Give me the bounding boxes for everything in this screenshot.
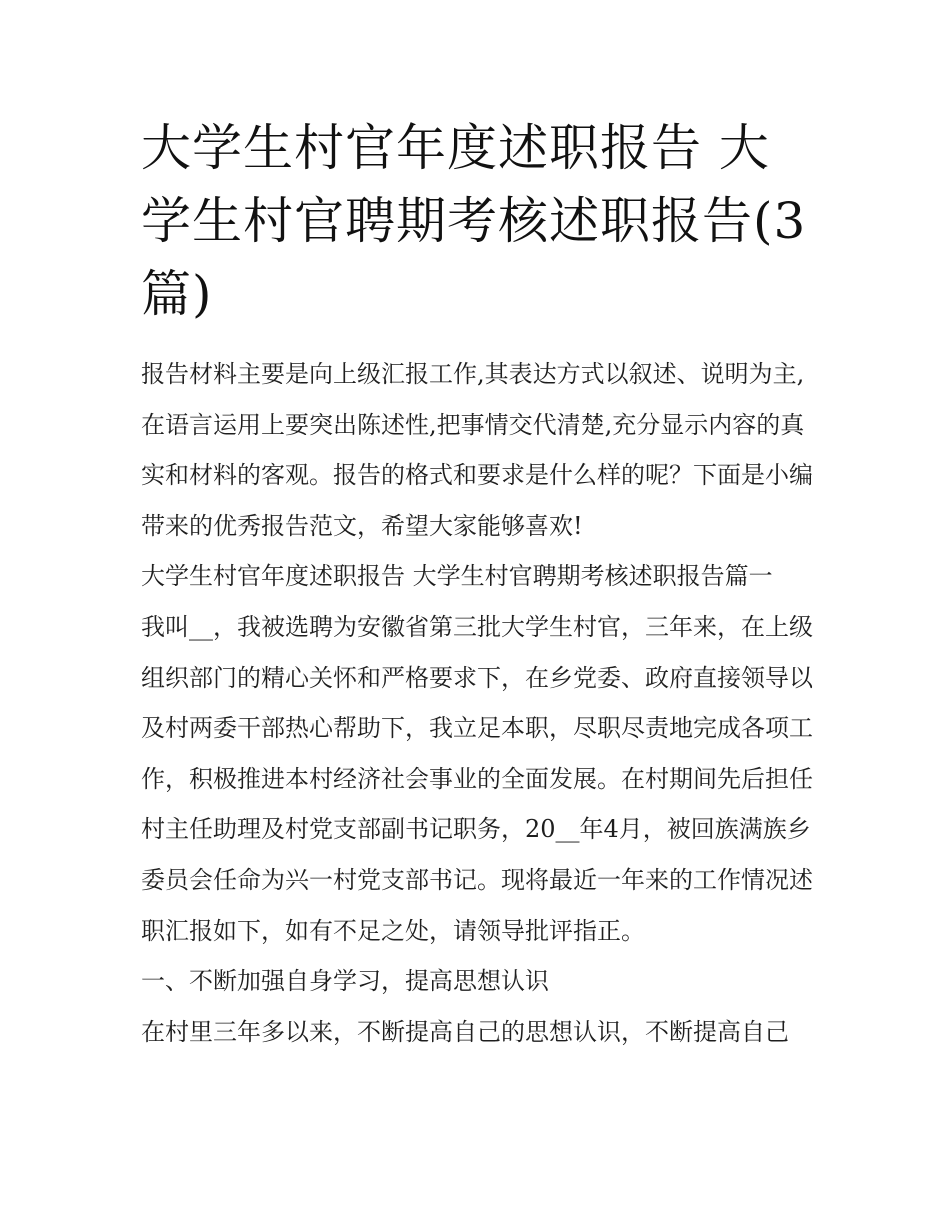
document-title: 大学生村官年度述职报告 大学生村官聘期考核述职报告(3篇) bbox=[141, 119, 807, 323]
body-paragraph: 在村里三年多以来，不断提高自己的思想认识，不断提高自己 bbox=[141, 1017, 789, 1046]
intro-paragraph: 报告材料主要是向上级汇报工作,其表达方式以叙述、说明为主,在语言运用上要突出陈述性,把事情交代清楚,充分显示内容的真实和材料的客观。报告的格式和要求是什么样的呢？下面是小编带来的优秀报告范文，希望大家能够喜欢! bbox=[141, 360, 813, 540]
document-body bbox=[141, 349, 813, 1057]
subsection-heading: 一、不断加强自身学习，提高思想认识 bbox=[141, 967, 549, 996]
body-paragraph: 我叫__，我被选聘为安徽省第三批大学生村官，三年来，在上级组织部门的精心关怀和严格要求下，在乡党委、政府直接领导以及村两委干部热心帮助下，我立足本职，尽职尽责地完成各项工作，积极推进本村经济社会事业的全面发展。在村期间先后担任村主任助理及村党支部副书记职务，20__年4月，被回族满族乡委员会任命为兴一村党支部书记。现将最近一年来的工作情况述职汇报如下，如有不足之处，请领导批评指正。 bbox=[141, 612, 813, 945]
section-heading: 大学生村官年度述职报告 大学生村官聘期考核述职报告篇一 bbox=[141, 562, 773, 591]
document-content bbox=[141, 112, 813, 1057]
